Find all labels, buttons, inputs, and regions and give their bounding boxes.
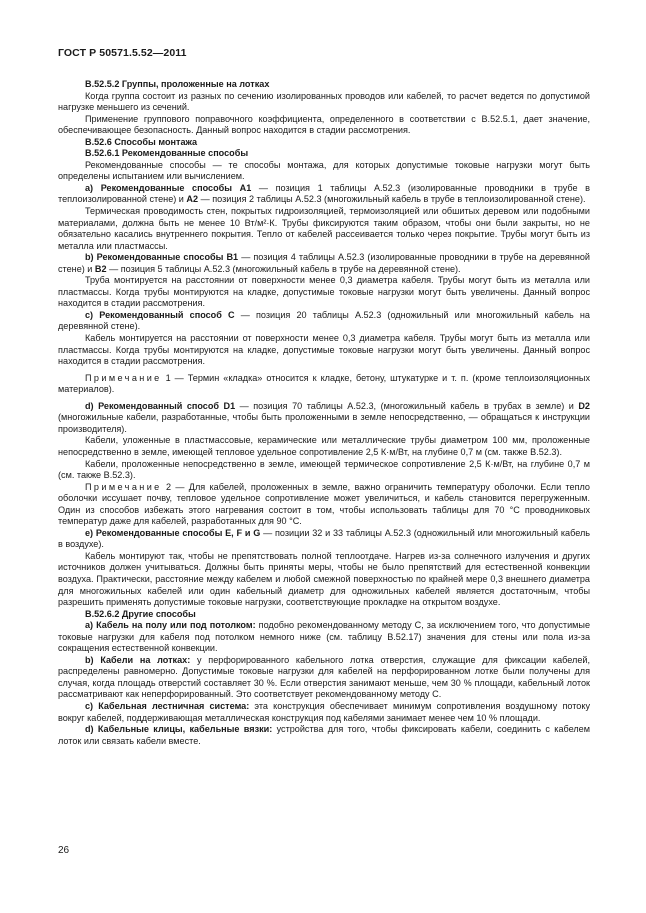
paragraph-text: Применение группового поправочного коэффициента, определенного в соответствии с В.52.5.1, дает значение, обеспечивающее безопасность. Данный вопрос находится в стадии рассмотрения. xyxy=(58,113,590,136)
paragraph xyxy=(58,401,590,436)
paragraph xyxy=(58,275,590,310)
paragraph xyxy=(58,551,590,609)
bold-term: а) Рекомендованные способы А1 xyxy=(85,182,252,193)
paragraph xyxy=(58,482,590,528)
note-label: Примечание xyxy=(85,372,162,383)
paragraph-text: эта конструкция обеспечивает минимум сопротивления воздушному потоку вокруг кабелей, поддерживающая металлическая конструкция под кабелями занимает менее чем 10 % площади. xyxy=(58,700,590,723)
paragraph-text: подобно рекомендованному методу С, за исключением того, что допустимые токовые нагрузки для кабеля под потолком немного ниже (см. таблицу В.52.17) значения для стены или пола из-за сокращения естественной конвекции. xyxy=(58,620,590,654)
paragraph xyxy=(58,459,590,482)
paragraph xyxy=(58,724,590,747)
paragraph-text: — позиции 32 и 33 таблицы А.52.3 (одножильный или многожильный кабель в воздухе). xyxy=(58,527,590,550)
bold-term: В2 xyxy=(94,263,107,274)
paragraph xyxy=(58,160,590,183)
page-number: 26 xyxy=(58,845,70,856)
paragraph-text: Когда группа состоит из разных по сечению изолированных проводов или кабелей, то расчет ведется по допустимой нагрузке меньшего из сечений. xyxy=(58,90,590,113)
paragraph-text: 2 — Для кабелей, проложенных в земле, важно ограничить температуру оболочки. Если тепло оболочки иссушает почву, тепловое удельное сопротивление может увеличиться, и кабель становится перегруженным. Один из способов избежать этого нагревания состоит в том, чтобы использовать таблицы для 70 °С проводниковых температур даже для кабелей, разработанных для 90 °С. xyxy=(58,481,590,527)
paragraph-text: — позиция 4 таблицы А.52.3 (изолированные проводники в трубе на деревянной стене) и xyxy=(58,252,590,274)
paragraph-text: Рекомендованные способы — те способы монтажа, для которых допустимые токовые нагрузки могут быть определены испытанием или вычислением. xyxy=(58,159,590,182)
bold-term: b) Кабели на лотках: xyxy=(85,654,191,665)
section-heading: В.52.5.2 Группы, проложенные на лотках xyxy=(85,79,270,89)
paragraph xyxy=(58,655,590,701)
bold-term: а) Кабель на полу или под потолком: xyxy=(85,620,256,631)
paragraph-text: (многожильные кабели, разработанные, чтобы быть проложенными в земле непосредственно, — обращаться к инструкции производителя). xyxy=(58,412,590,434)
paragraph-text: Кабель монтируют так, чтобы не препятствовать полной теплоотдаче. Нагрев из-за солнечного излучения и других источников должен учитываться. Должны быть приняты меры, чтобы не было препятствий для естественной конвекции воздуха. Практически, расстояние между кабелем и любой смежной поверхностью по крайней мере 0,3 внешнего диаметра для многожильных кабелей или один кабельный диаметр для одножильных кабелей является достаточным, чтобы разрешить применять допустимые токовые нагрузки, соответствующие прокладке на открытом воздухе. xyxy=(58,550,590,608)
paragraph xyxy=(58,528,590,551)
paragraph-text: — позиция 5 таблицы А.52.3 (многожильный кабель в трубе на деревянной стене). xyxy=(106,263,461,274)
bold-term: b) Рекомендованные способы В1 xyxy=(85,252,239,263)
paragraph-text: — позиция 2 таблицы А.52.3 (многожильный кабель в трубе в теплоизолированной стене). xyxy=(198,194,586,205)
paragraph xyxy=(58,252,590,275)
bold-term: А2 xyxy=(186,194,199,205)
paragraph xyxy=(58,373,590,396)
section-heading: В.52.6.2 Другие способы xyxy=(85,608,196,619)
bold-term: d) Рекомендованный способ D1 xyxy=(85,400,236,411)
paragraph-text: 1 — Термин «кладка» относится к кладке, бетону, штукатурке и т. п. (кроме теплоизоляционных материалов). xyxy=(58,372,590,395)
paragraph xyxy=(58,701,590,724)
paragraph xyxy=(58,310,590,333)
section-heading: В.52.6.1 Рекомендованные способы xyxy=(85,148,249,159)
paragraph-text: Кабели, проложенные непосредственно в земле, имеющей термическое сопротивление 2,5 К·м/Вт, на глубине 0,7 м (см. также В.52.3). xyxy=(58,458,590,481)
paragraph-text: Кабели, уложенные в пластмассовые, керамические или металлические трубы диаметром 100 мм, проложенные непосредственно в земле, имеющей тепловое удельное сопротивление 2,5 К·м/Вт, на глубине 0,7 м (см. также В.52.3). xyxy=(58,435,590,457)
bold-term: d) Кабельные клицы, кабельные вязки: xyxy=(85,724,273,735)
paragraph-text: устройства для того, чтобы фиксировать кабели, соединить с кабелем лоток или связать кабели вместе. xyxy=(58,724,590,746)
paragraph xyxy=(58,91,590,114)
bold-term: с) Кабельная лестничная система: xyxy=(85,700,250,711)
paragraph-text: — позиция 70 таблицы А.52.3, (многожильный кабель в трубах в земле) и xyxy=(235,400,579,411)
paragraph-text: у перфорированного кабельного лотка отверстия, служащие для фиксации кабелей, распределены равномерно. Допустимые токовые нагрузки для кабелей на перфорированном лотке были получены для случая, когда площадь отверстий составляет 30 %. Если отверстия занимают меньше, чем 30 % площади, кабельный лоток рассматривают как неперфорированный. Это соответствует рекомендованному методу С. xyxy=(58,654,590,700)
standard-header: ГОСТ Р 50571.5.52—2011 xyxy=(58,47,187,59)
bold-term: с) Рекомендованный способ С xyxy=(85,309,235,320)
paragraph xyxy=(58,333,590,368)
paragraph xyxy=(58,620,590,655)
section-heading: В.52.6 Способы монтажа xyxy=(85,136,198,147)
paragraph-text: — позиция 1 таблицы А.52.3 (изолированные проводники в трубе в теплоизолированной стене) и xyxy=(58,182,590,205)
document-body xyxy=(58,79,590,747)
bold-term: D2 xyxy=(578,400,590,411)
paragraph-text: Термическая проводимость стен, покрытых гидроизоляцией, термоизоляцией или обшитых деревом или подобными материалами, должна быть не менее 10 Вт/м²·К. Трубы фиксируются таким образом, чтобы они были закрыты, но не обязательно касались внутреннего покрытия. Тепло от кабелей рассеивается только через покрытие. Трубы могут быть из металла или пластмассы. xyxy=(58,206,590,251)
note-label: Примечание xyxy=(85,481,162,492)
paragraph xyxy=(58,435,590,458)
paragraph xyxy=(58,114,590,137)
paragraph xyxy=(58,206,590,252)
paragraph-text: — позиция 20 таблицы А.52.3 (одножильный или многожильный кабель на деревянной стене). xyxy=(58,309,590,332)
bold-term: е) Рекомендованные способы Е, F и G xyxy=(85,527,261,538)
paragraph xyxy=(58,183,590,206)
paragraph-text: Кабель монтируется на расстоянии от поверхности менее 0,3 диаметра кабеля. Трубы могут быть из металла или пластмассы. Когда трубы монтируются на кладке, допустимые токовые нагрузки могут быть увеличены. Данный вопрос находится в стадии рассмотрения. xyxy=(58,333,590,367)
paragraph-text: Труба монтируется на расстоянии от поверхности менее 0,3 диаметра кабеля. Трубы могут быть из металла или пластмассы. Когда трубы монтируются на кладке, допустимые токовые нагрузки могут быть увеличены. Данный вопрос находится в стадии рассмотрения. xyxy=(58,275,590,309)
